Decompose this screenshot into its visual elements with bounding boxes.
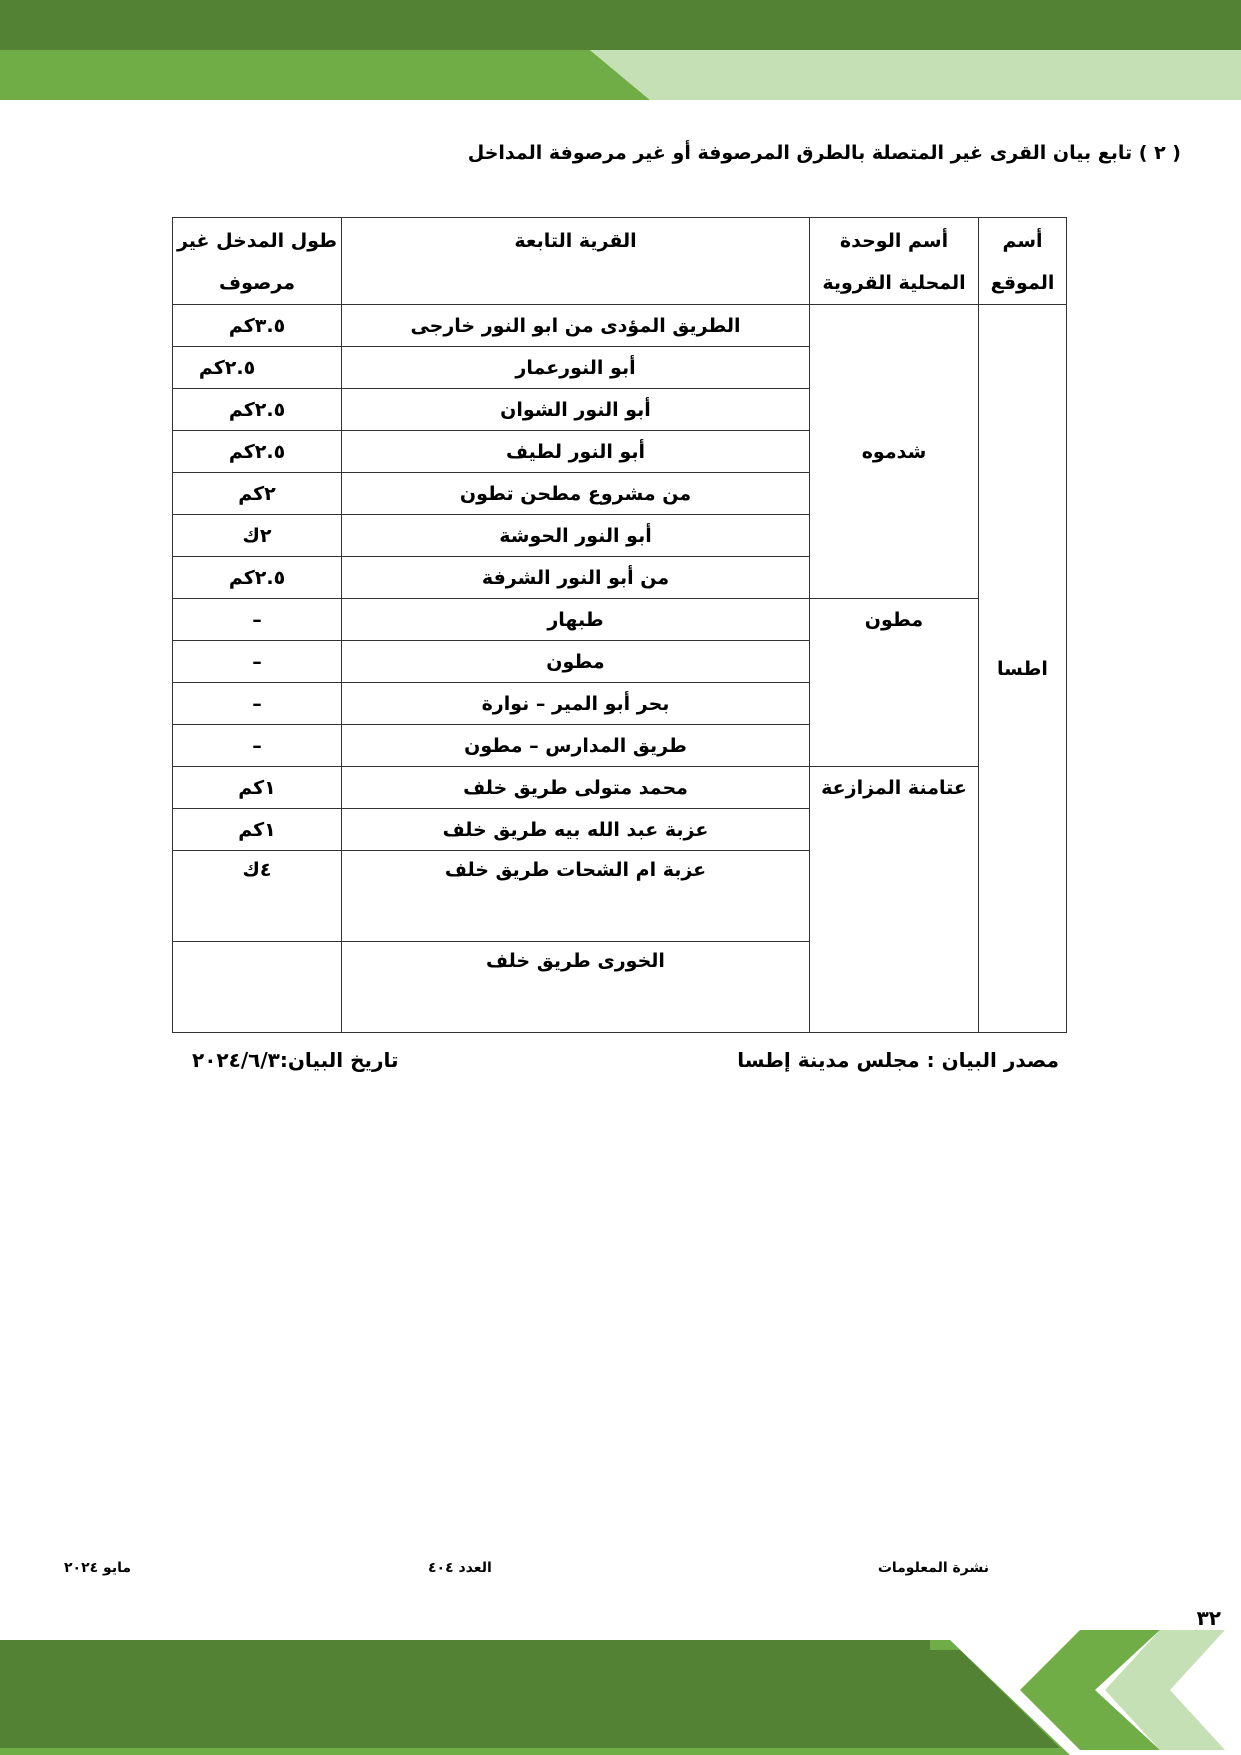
village-name: مطون [342,641,810,683]
unit-name: عتامنة المزازعة [810,767,979,1033]
entry-length: – [173,725,342,767]
footer-banner [0,1630,1241,1755]
site-name: اطسا [979,305,1067,1033]
entry-length: ٢.٥كم [173,347,342,389]
entry-length [173,942,342,1033]
header-banner [0,0,1241,100]
unit-name: مطون [810,599,979,767]
entry-length: ٣.٥كم [173,305,342,347]
village-name: طبهار [342,599,810,641]
entry-length: ٢.٥كم [173,389,342,431]
issue-month: مايو ٢٠٢٤ [64,1560,132,1576]
unit-name: شدموه [810,305,979,599]
table-row [173,599,1067,641]
data-source: مصدر البيان : مجلس مدينة إطسا [737,1048,1059,1072]
village-name: عزبة عبد الله بيه طريق خلف [342,809,810,851]
entry-length: ٤ك [173,851,342,942]
page-title: ( ٢ ) تابع بيان القرى غير المتصلة بالطرق المرصوفة أو غير مرصوفة المداخل [467,142,1181,164]
issue-number: العدد ٤٠٤ [428,1560,492,1576]
data-date: تاريخ البيان:٢٠٢٤/٦/٣ [192,1048,399,1072]
village-name: من أبو النور الشرفة [342,557,810,599]
table-row [173,305,1067,347]
village-name: الخورى طريق خلف [342,942,810,1033]
village-name: أبو النورعمار [342,347,810,389]
entry-length: ٢.٥كم [173,557,342,599]
page-number: ٣٢ [1196,1606,1221,1630]
entry-length: – [173,641,342,683]
entry-length: ١كم [173,767,342,809]
villages-table [172,217,1067,1033]
entry-length: – [173,599,342,641]
header-village: القرية التابعة [342,218,810,305]
table-row [173,767,1067,809]
village-name: أبو النور الشوان [342,389,810,431]
entry-length: – [173,683,342,725]
header-length: طول المدخل غير مرصوف [173,218,342,305]
village-name: محمد متولى طريق خلف [342,767,810,809]
village-name: بحر أبو المير – نوارة [342,683,810,725]
entry-length: ٢كم [173,473,342,515]
village-name: من مشروع مطحن تطون [342,473,810,515]
village-name: عزبة ام الشحات طريق خلف [342,851,810,942]
village-name: الطريق المؤدى من ابو النور خارجى [342,305,810,347]
publication-name: نشرة المعلومات [877,1560,989,1576]
village-name: أبو النور الحوشة [342,515,810,557]
entry-length: ٢.٥كم [173,431,342,473]
header-site: أسم الموقع [979,218,1067,305]
entry-length: ٢ك [173,515,342,557]
entry-length: ١كم [173,809,342,851]
village-name: طريق المدارس – مطون [342,725,810,767]
village-name: أبو النور لطيف [342,431,810,473]
header-unit: أسم الوحدة المحلية القروية [810,218,979,305]
